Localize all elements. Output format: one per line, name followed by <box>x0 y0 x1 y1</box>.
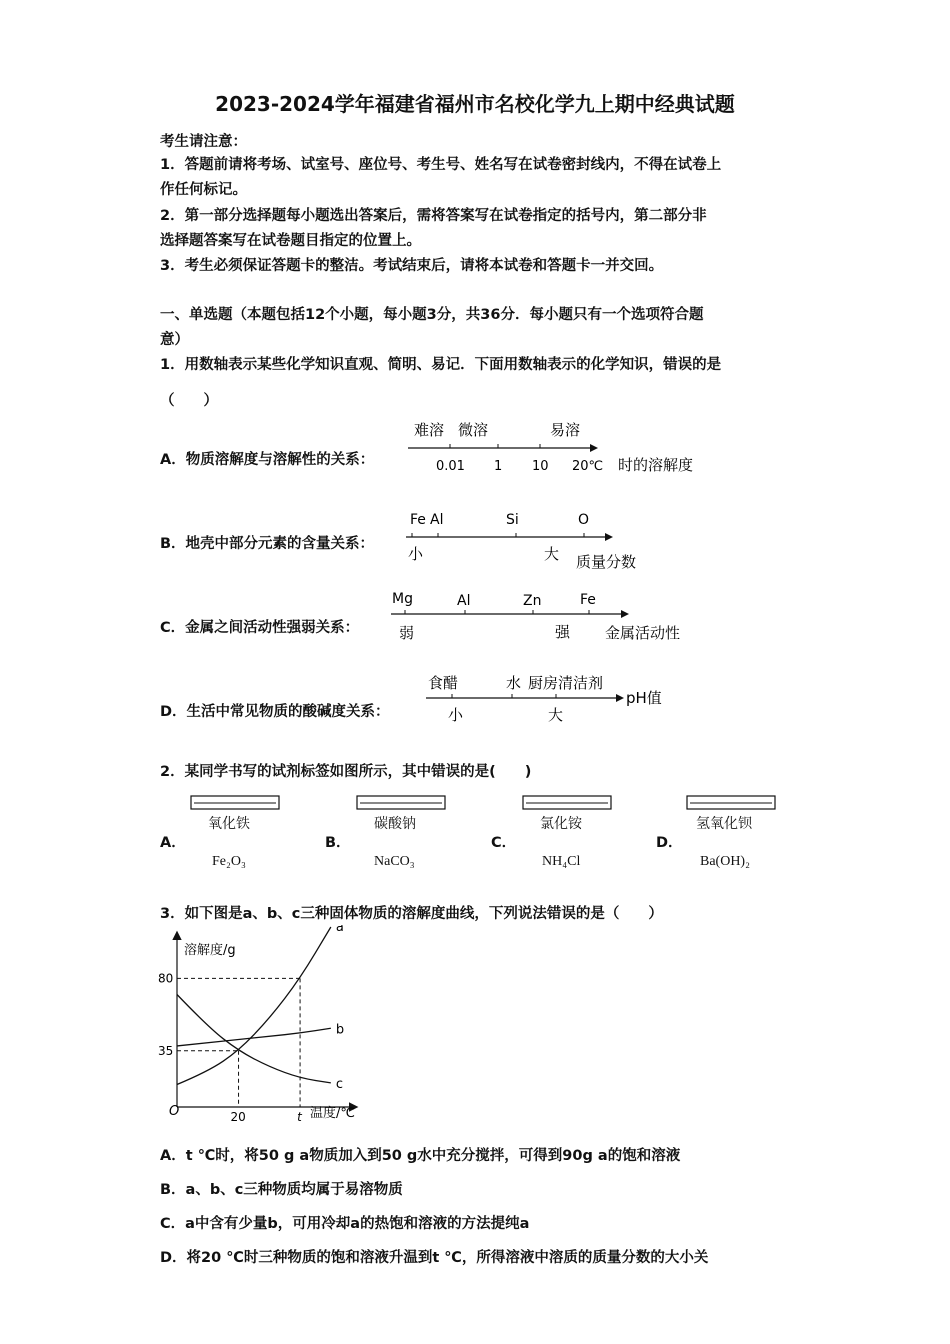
label-o: O <box>578 512 590 528</box>
option-letter: A． <box>160 835 186 851</box>
number-line-c <box>385 585 705 655</box>
label-al: Al <box>457 593 471 609</box>
reagent-label-box <box>686 795 776 815</box>
page-title: 2023-2024学年福建省福州市名校化学九上期中经典试题 <box>215 92 735 116</box>
option-d-label: D．生活中常见物质的酸碱度关系： <box>160 704 390 720</box>
label-water: 水 <box>506 674 522 692</box>
reagent-label-box <box>522 795 612 815</box>
notice-line: 2．第一部分选择题每小题选出答案后，需将答案写在试卷指定的括号内，第二部分非 <box>160 208 707 224</box>
label-mg: Mg <box>392 591 413 607</box>
x-tick-label: 20 <box>230 1110 246 1124</box>
option-letter: C． <box>491 835 517 851</box>
notice-line: 1．答题前请将考场、试室号、座位号、考生号、姓名写在试卷密封线内，不得在试卷上 <box>160 157 722 173</box>
option-a-label: A．物质溶解度与溶解性的关系： <box>160 452 375 468</box>
notice-line: 选择题答案写在试卷题目指定的位置上。 <box>160 233 421 249</box>
y-tick-label: 80 <box>158 971 174 986</box>
label-al: Al <box>430 512 444 528</box>
reagent-formula: NaCO₃ <box>374 854 415 869</box>
q3-option-a: A．t ℃时，将50 g a物质加入到50 g水中充分搅拌，可得到90g a的饱和溶液 <box>160 1148 681 1164</box>
option-b-label: B．地壳中部分元素的含量关系： <box>160 536 375 552</box>
question-3-stem: 3．如下图是a、b、c三种固体物质的溶解度曲线，下列说法错误的是（ ） <box>160 906 663 922</box>
reagent-formula: NH₄Cl <box>542 854 581 869</box>
label-strong: 强 <box>555 623 571 641</box>
option-letter: B． <box>325 835 351 851</box>
series-curve-b <box>177 1028 331 1046</box>
section-heading: 一、单选题（本题包括12个小题，每小题3分，共36分．每小题只有一个选项符合题 <box>160 307 704 323</box>
series-label-b: b <box>335 1022 345 1038</box>
tick-1: 1 <box>494 459 503 474</box>
reagent-name: 氢氧化钡 <box>696 816 752 832</box>
label-si: Si <box>506 512 519 528</box>
label-weirong: 微溶 <box>458 421 489 439</box>
label-large: 大 <box>548 706 564 724</box>
label-vinegar: 食醋 <box>428 674 459 692</box>
notice-heading: 考生请注意： <box>160 134 247 150</box>
q3-option-b: B．a、b、c三种物质均属于易溶物质 <box>160 1182 403 1198</box>
number-line-b <box>400 505 660 575</box>
label-nanrong: 难溶 <box>414 421 445 439</box>
origin-label: O <box>169 1104 180 1119</box>
option-c-label: C．金属之间活动性强弱关系： <box>160 620 360 636</box>
reagent-name: 氯化铵 <box>540 816 582 832</box>
section-heading: 意） <box>160 332 189 348</box>
reagent-name: 碳酸钠 <box>374 816 416 832</box>
label-small: 小 <box>408 545 424 563</box>
axis-label-a: 时的溶解度 <box>618 456 694 474</box>
question-1-paren: （ ） <box>160 393 218 409</box>
label-zn: Zn <box>523 593 542 609</box>
reagent-formula: Ba(OH)₂ <box>700 854 750 869</box>
x-axis-label: 温度/℃ <box>310 1106 355 1121</box>
solubility-chart <box>150 925 380 1125</box>
reagent-label-box <box>356 795 446 815</box>
label-small: 小 <box>448 706 464 724</box>
reagent-label-box <box>190 795 280 815</box>
tick-10: 10 <box>532 459 549 474</box>
label-fe: Fe <box>580 592 596 608</box>
q3-option-d: D．将20 ℃时三种物质的饱和溶液升温到t ℃，所得溶液中溶质的质量分数的大小关 <box>160 1250 709 1266</box>
label-large: 大 <box>544 545 560 563</box>
question-2-stem: 2．某同学书写的试剂标签如图所示，其中错误的是( ) <box>160 764 532 780</box>
series-label-c: c <box>335 1076 344 1092</box>
notice-line: 作任何标记。 <box>160 182 247 198</box>
label-yirong: 易溶 <box>550 421 581 439</box>
axis-label-d: pH值 <box>626 689 662 707</box>
label-cleaner: 厨房清洁剂 <box>528 674 604 692</box>
x-tick-label: t <box>297 1110 302 1124</box>
axis-label-c: 金属活动性 <box>605 624 681 642</box>
y-axis-label: 溶解度/g <box>184 943 236 958</box>
series-label-a: a <box>335 925 344 935</box>
reagent-formula: Fe₂O₃ <box>212 854 246 869</box>
number-line-d <box>420 668 680 728</box>
label-fe: Fe <box>410 512 426 528</box>
question-1-stem: 1．用数轴表示某些化学知识直观、简明、易记．下面用数轴表示的化学知识，错误的是 <box>160 357 722 373</box>
y-tick-label: 35 <box>158 1043 174 1058</box>
notice-line: 3．考生必须保证答题卡的整洁。考试结束后，请将本试卷和答题卡一并交回。 <box>160 258 664 274</box>
tick-0.01: 0.01 <box>436 459 465 474</box>
number-line-a <box>400 410 720 480</box>
axis-label-b: 质量分数 <box>576 553 637 571</box>
reagent-name: 氧化铁 <box>208 816 250 832</box>
series-curve-c <box>177 995 331 1083</box>
q3-option-c: C．a中含有少量b，可用冷却a的热饱和溶液的方法提纯a <box>160 1216 530 1232</box>
tick-20c: 20℃ <box>572 459 604 474</box>
option-letter: D． <box>656 835 683 851</box>
label-weak: 弱 <box>399 624 415 642</box>
